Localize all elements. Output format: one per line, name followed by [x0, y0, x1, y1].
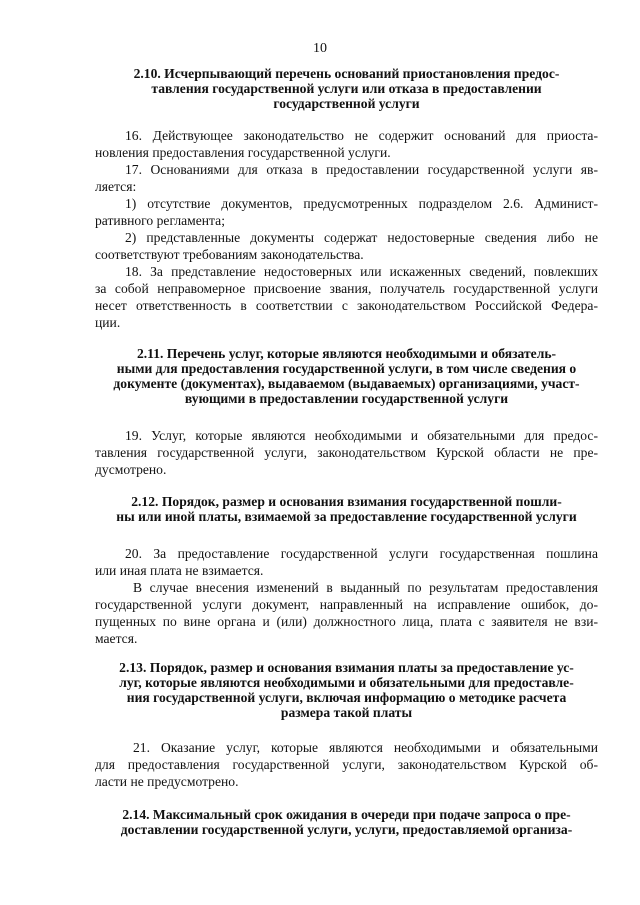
heading-line: 2.13. Порядок, размер и основания взимания платы за предоставление ус- [119, 660, 574, 675]
text-line: ративного регламента; [95, 213, 225, 228]
text-line: за собой неправомерное присвоение звания, получатель государственной услуги [95, 281, 598, 296]
text-line: дусмотрено. [95, 462, 167, 477]
text-line: ции. [95, 315, 121, 330]
heading-line: ны или иной платы, взимаемой за предоставление государственной услуги [116, 509, 577, 524]
heading-line: вующими в предоставлении государственной услуги [184, 391, 509, 406]
text-line: В случае внесения изменений в выданный по результатам предоставления [133, 580, 598, 595]
text-line: 1) отсутствие документов, предусмотренных подразделом 2.6. Админист- [125, 196, 598, 211]
text-line: несет ответственность в соответствии с законодательством Российской Федера- [95, 298, 598, 313]
heading-line: государственной услуги [273, 96, 420, 111]
text-line: соответствуют требованиям законодательства. [95, 247, 364, 262]
section-heading-2-14 [95, 807, 598, 837]
section-heading-2-11 [95, 346, 598, 406]
text-line: тавления государственной услуги, законодательством Курской области не пре- [95, 445, 598, 460]
section-heading-2-10 [95, 66, 598, 111]
text-line: 21. Оказание услуг, которые являются необходимыми и обязательными [133, 740, 598, 755]
text-line: 18. За представление недостоверных или искаженных сведений, повлекших [125, 264, 598, 279]
text-line: мается. [95, 631, 138, 646]
text-line: для предоставления государственной услуги, законодательством Курской об- [95, 757, 598, 772]
heading-line: луг, которые являются необходимыми и обязательными для предоставле- [119, 675, 574, 690]
text-line: 2) представленные документы содержат недостоверные сведения либо не [125, 230, 598, 245]
heading-line: 2.10. Исчерпывающий перечень оснований приостановления предос- [133, 66, 560, 81]
text-line: 16. Действующее законодательство не содержит оснований для приоста- [125, 128, 598, 143]
heading-line: ния государственной услуги, включая информацию о методике расчета [126, 690, 567, 705]
text-line: государственной услуги документ, направленный на исправление ошибок, до- [95, 597, 598, 612]
text-line: ляется: [95, 179, 137, 194]
heading-line: 2.12. Порядок, размер и основания взимания государственной пошли- [131, 494, 562, 509]
heading-line: размера такой платы [280, 705, 413, 720]
text-line: или иная плата не взимается. [95, 563, 264, 578]
heading-line: ными для предоставления государственной услуги, в том числе сведения о [116, 361, 577, 376]
page-number: 10 [313, 41, 327, 56]
text-line: новления предоставления государственной услуги. [95, 145, 391, 160]
text-line: 20. За предоставление государственной услуги государственная пошлина [125, 546, 598, 561]
section-heading-2-12 [95, 494, 598, 524]
text-line: пущенных по вине органа и (или) должностного лица, плата с заявителя не взи- [95, 614, 598, 629]
heading-line: 2.14. Максимальный срок ожидания в очереди при подаче запроса о пре- [122, 807, 571, 822]
heading-line: доставлении государственной услуги, услуги, предоставляемой организа- [120, 822, 573, 837]
text-line: 17. Основаниями для отказа в предоставлении государственной услуги яв- [125, 162, 598, 177]
heading-line: документе (документах), выдаваемом (выдаваемых) организациями, участ- [113, 376, 580, 391]
text-line: 19. Услуг, которые являются необходимыми и обязательными для предос- [125, 428, 598, 443]
section-heading-2-13 [95, 660, 598, 720]
heading-line: 2.11. Перечень услуг, которые являются необходимыми и обязатель- [136, 346, 557, 361]
text-line: ласти не предусмотрено. [95, 774, 239, 789]
heading-line: тавления государственной услуги или отказа в предоставлении [151, 81, 542, 96]
